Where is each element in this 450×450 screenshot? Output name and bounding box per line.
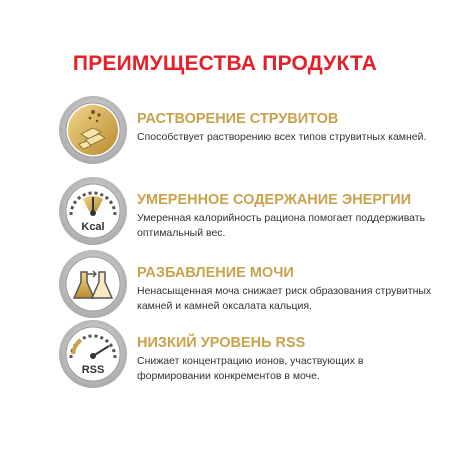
benefit-description: Умеренная калорийность рациона помогает поддерживать оптимальный вес. — [137, 212, 426, 239]
benefit-description: Снижает концентрацию ионов, участвующих в формировании конкрементов в моче. — [137, 355, 364, 382]
benefit-description: Ненасыщенная моча снижает риск образования струвитных камней и камней оксалата кальция. — [137, 285, 432, 312]
kcal-label: Kcal — [81, 221, 105, 233]
benefit-title: УМЕРЕННОЕ СОДЕРЖАНИЕ ЭНЕРГИИ — [137, 192, 412, 208]
benefit-description: Способствует растворению всех типов струвитных камней. — [137, 131, 427, 143]
benefit-title: РАЗБАВЛЕНИЕ МОЧИ — [137, 265, 294, 281]
benefit-low-rss — [57, 318, 437, 398]
page-title: ПРЕИМУЩЕСТВА ПРОДУКТА — [72, 52, 378, 75]
benefit-moderate-energy — [57, 175, 437, 255]
rss-gauge-icon — [57, 318, 129, 390]
rss-label: RSS — [81, 364, 105, 376]
benefit-struvite-dissolution — [57, 94, 437, 174]
crystal-dissolve-icon — [57, 94, 129, 166]
flask-dilution-icon — [57, 248, 129, 320]
benefit-title: НИЗКИЙ УРОВЕНЬ RSS — [137, 335, 306, 351]
kcal-gauge-icon — [57, 175, 129, 247]
benefit-urine-dilution — [57, 248, 437, 328]
benefit-title: РАСТВОРЕНИЕ СТРУВИТОВ — [137, 111, 339, 127]
